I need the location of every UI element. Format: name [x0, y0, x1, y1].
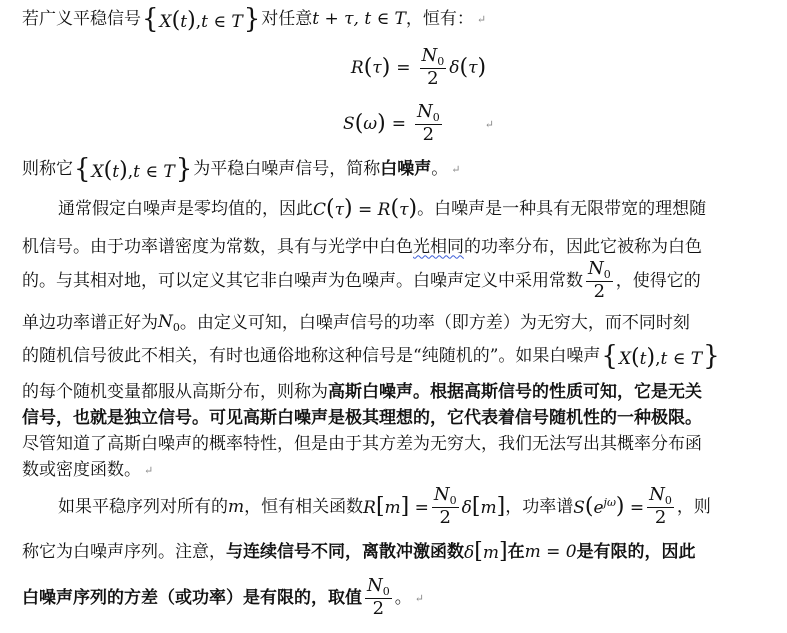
- math-inline: $S(e^{j\omega})$ =: [573, 494, 645, 519]
- text-line-4: [22, 153, 775, 185]
- text-segment: ，恒有：: [405, 8, 474, 29]
- math-inline: δ[m]: [461, 494, 506, 519]
- text-segment: 称它为白噪声序列。注意，: [22, 541, 226, 562]
- text-line-13: [22, 458, 775, 482]
- math-inline: {X(t),t ∈ T}: [142, 3, 261, 35]
- fraction: $\frac{N_0}{2}$: [649, 483, 672, 529]
- math-inline: C(τ) = R(τ): [313, 196, 418, 221]
- text-segment: 的每个随机变量都服从高斯分布，则称为: [22, 381, 328, 402]
- math-inline: m: [228, 496, 245, 517]
- text-segment: 的随机信号彼此不相关，有时也通俗地称这种信号是“纯随机的”。如果白噪声: [22, 345, 601, 366]
- text-segment: ，功率谱: [505, 496, 574, 517]
- text-segment: 。: [431, 158, 449, 179]
- math-inline: t + τ, t ∈ T: [312, 8, 406, 29]
- text-line-12: [22, 432, 775, 456]
- text-bold: 信号，也就是独立信号。可见高斯白噪声是极其理想的，它代表着信号随机性的一种极限。: [22, 407, 702, 428]
- math-inline: $N_0$: [158, 311, 180, 334]
- fraction: $\frac{N_0}{2}$: [367, 574, 390, 620]
- text-segment: 。: [394, 587, 412, 608]
- text-segment: 尽管知道了高斯白噪声的概率特性，但是由于其方差为无穷大，我们无法写出其概率分布函: [22, 433, 702, 454]
- text-segment: ，恒有相关函数: [244, 496, 364, 517]
- text-segment: 。白噪声是一种具有无限带宽的理想随: [417, 198, 707, 219]
- math-inline: δ[m]: [464, 539, 508, 564]
- math-inline: {X(t),t ∈ T}: [74, 153, 193, 185]
- text-segment: 机信号。由于功率谱密度为常数，具有与光学中白色: [22, 236, 413, 257]
- text-bold: 是有限的，因此: [576, 541, 696, 562]
- math-inline: m = 0: [524, 541, 577, 562]
- text-segment: 通常假定白噪声是零均值的，因此: [58, 198, 313, 219]
- fraction: $\frac{N_0}{2}$: [433, 483, 457, 529]
- paragraph-mark-icon: ↵: [144, 463, 154, 477]
- text-bold: 高斯白噪声。根据高斯信号的性质可知，它是无关: [328, 381, 702, 402]
- text-segment: 单边功率谱正好为: [22, 312, 158, 333]
- math-inline: {X(t),t ∈ T}: [601, 340, 720, 372]
- equation-2: S ( ω ) = $\frac{N_0}{2}$ ↵: [343, 100, 494, 146]
- text-segment: 的。与其相对地，可以定义其它非白噪声为色噪声。白噪声定义中采用常数: [22, 270, 583, 291]
- text-bold: 在: [507, 541, 525, 562]
- equation-1: R ( τ ) = $\frac{N_0}{2}$ δ ( τ ): [350, 44, 487, 90]
- text-bold: 白噪声: [380, 158, 432, 179]
- paragraph-mark-icon: ↵: [484, 117, 494, 131]
- text-segment: 则称它: [22, 158, 73, 179]
- paragraph-mark-icon: ↵: [476, 12, 487, 26]
- text-segment: 若广义平稳信号: [22, 8, 141, 29]
- text-segment: ，则: [676, 496, 711, 517]
- text-segment: 为平稳白噪声信号，简称: [193, 158, 381, 179]
- math-symbol: S: [343, 113, 355, 134]
- text-line-15: [22, 538, 775, 566]
- text-line-10: [22, 380, 775, 404]
- text-segment: 对任意: [261, 8, 313, 29]
- spellcheck-underline: 光相同: [413, 236, 464, 257]
- paragraph-mark-icon: ↵: [451, 162, 461, 176]
- text-line-5: [58, 196, 775, 222]
- text-segment: 的功率分布，因此它被称为白色: [464, 236, 702, 257]
- paragraph-mark-icon: ↵: [414, 591, 424, 605]
- text-line-7: [22, 256, 775, 306]
- text-segment: 如果平稳序列对所有的: [58, 496, 228, 517]
- text-line-8: [22, 310, 775, 336]
- fraction: $\frac{N_0}{2}$: [588, 257, 611, 303]
- fraction: $\frac{N_0}{2}$: [421, 44, 445, 90]
- fraction: $\frac{N_0}{2}$: [417, 100, 440, 146]
- math-inline: R[m] =: [363, 494, 429, 519]
- text-segment: ，使得它的: [615, 270, 701, 291]
- text-bold: 与连续信号不同，离散冲激函数: [226, 541, 464, 562]
- text-line-14: [58, 482, 775, 532]
- text-segment: 。由定义可知，白噪声信号的功率（即方差）为无穷大，而不同时刻: [179, 312, 690, 333]
- text-bold: 白噪声序列的方差（或功率）是有限的，取值: [22, 587, 362, 608]
- text-line-16: [22, 572, 775, 624]
- text-line-11: [22, 406, 775, 430]
- text-segment: 数或密度函数。: [22, 459, 141, 480]
- text-line-9: [22, 342, 775, 370]
- math-symbol: R: [350, 57, 364, 78]
- math-symbol: δ: [449, 57, 460, 78]
- text-line-1: [22, 3, 775, 35]
